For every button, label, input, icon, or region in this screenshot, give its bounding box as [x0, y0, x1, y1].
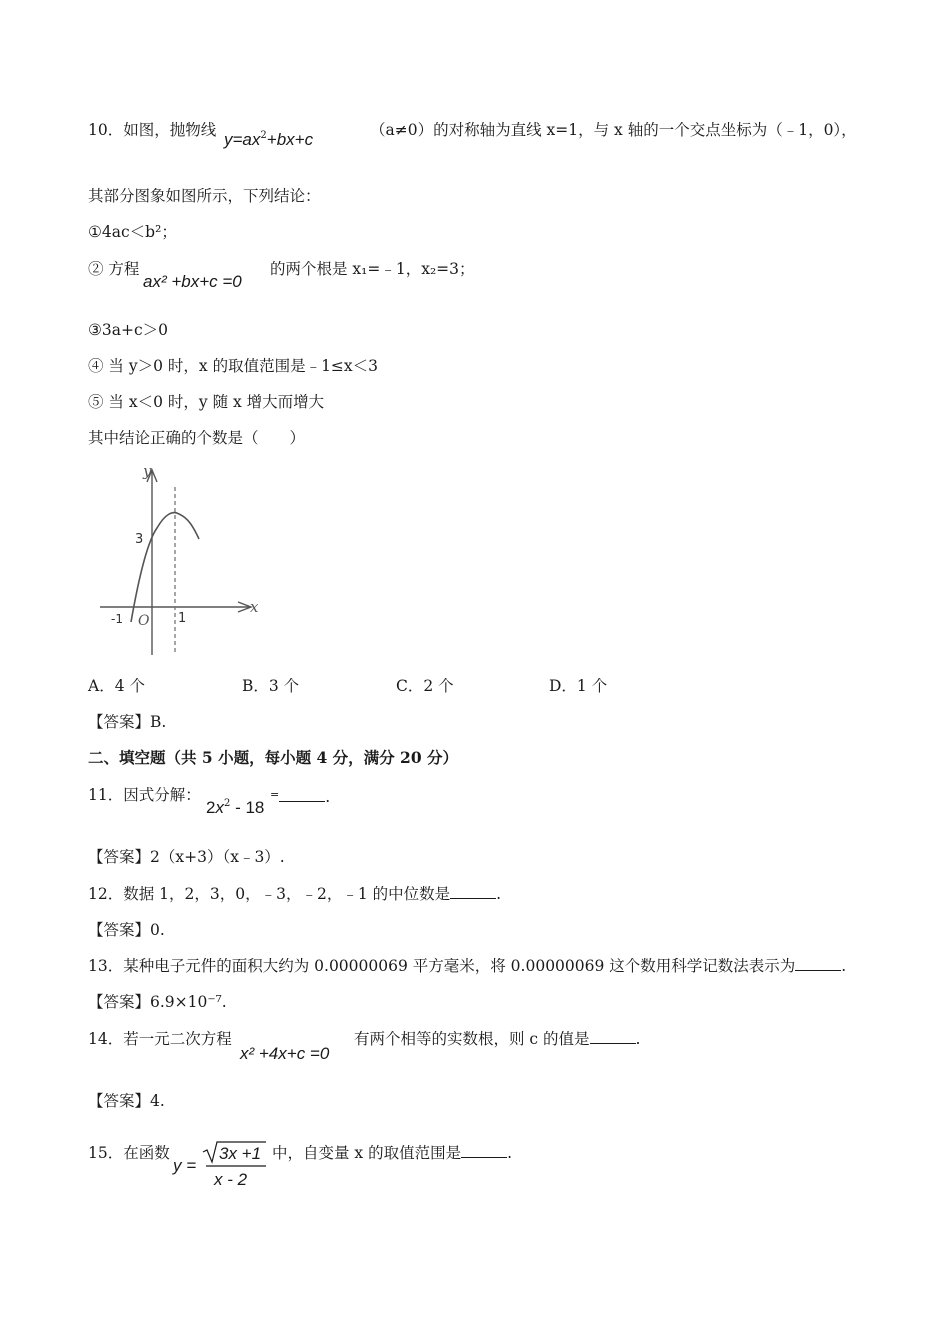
q10-conclusion-1: ①4ac＜b²； [88, 223, 177, 241]
q15-numerator: 3x +1 [219, 1144, 262, 1163]
q11-formula: $2x^2 - 18$ [206, 798, 265, 817]
q10-option-d: D．1 个 [549, 677, 608, 695]
q14-suffix: 有两个相等的实数根，则 c 的值是 . [354, 1030, 641, 1048]
q10-conclusion-2-prefix: ② 方程 [88, 260, 140, 278]
q15-prefix: 15．在函数 [88, 1144, 170, 1162]
q10-stem-mid: （a≠0）的对称轴为直线 x=1，与 x 轴的一个交点坐标为（﹣1，0）， [370, 121, 857, 139]
q13-text: 13．某种电子元件的面积大约为 0.00000069 平方毫米，将 0.00000069 这个数用科学记数法表示为 . [88, 957, 847, 975]
y-axis-label: y [143, 462, 152, 480]
q15-denominator: x - 2 [214, 1170, 248, 1189]
q10-option-c: C．2 个 [396, 677, 454, 695]
q14-formula: x² +4x+c =0 [240, 1044, 330, 1063]
x-axis-label: x [250, 598, 259, 616]
q10-conclusion-5: ⑤ 当 x＜0 时，y 随 x 增大而增大 [88, 393, 325, 411]
parabola-curve [131, 513, 199, 622]
label-neg-one: -1 [111, 612, 123, 626]
q12-answer: 【答案】0. [88, 921, 165, 939]
q11-answer: 【答案】2（x+3）（x﹣3）. [88, 848, 285, 866]
origin-label: O [138, 613, 150, 629]
q10-option-b: B．3 个 [242, 677, 300, 695]
q10-answer: 【答案】B. [88, 713, 167, 731]
q10-formula: $y=ax^2+bx+c$ [224, 130, 314, 149]
q14-prefix: 14．若一元二次方程 [88, 1030, 232, 1048]
q10-conclusion-2-formula: ax² +bx+c =0 [143, 272, 242, 291]
q10-conclusion-2-suffix: 的两个根是 x₁=﹣1，x₂=3； [270, 260, 475, 278]
section-2-title: 二、填空题（共 5 小题，每小题 4 分，满分 20 分） [88, 748, 459, 767]
q10-stem-prefix: 10．如图，抛物线 [88, 121, 217, 139]
q10-stem-line2: 其部分图象如图所示，下列结论： [88, 187, 321, 205]
q15-y: y = [173, 1156, 197, 1175]
q12-text: 12．数据 1，2，3，0，﹣3，﹣2，﹣1 的中位数是 . [88, 885, 502, 903]
q11-prefix: 11．因式分解： [88, 786, 201, 804]
q10-conclusion-3: ③3a+c＞0 [88, 321, 169, 339]
q10-option-a: A．4 个 [88, 677, 145, 695]
q11-suffix: = . [270, 788, 331, 806]
parabola-graph [95, 462, 270, 657]
q14-answer: 【答案】4. [88, 1092, 165, 1110]
q10-question: 其中结论正确的个数是（ ） [88, 429, 306, 447]
q13-answer: 【答案】6.9×10⁻⁷. [88, 993, 227, 1011]
q10-conclusion-4: ④ 当 y＞0 时，x 的取值范围是﹣1≤x＜3 [88, 357, 379, 375]
label-three: 3 [135, 532, 144, 547]
label-one: 1 [178, 611, 187, 626]
q15-suffix: 中，自变量 x 的取值范围是 . [272, 1144, 513, 1162]
